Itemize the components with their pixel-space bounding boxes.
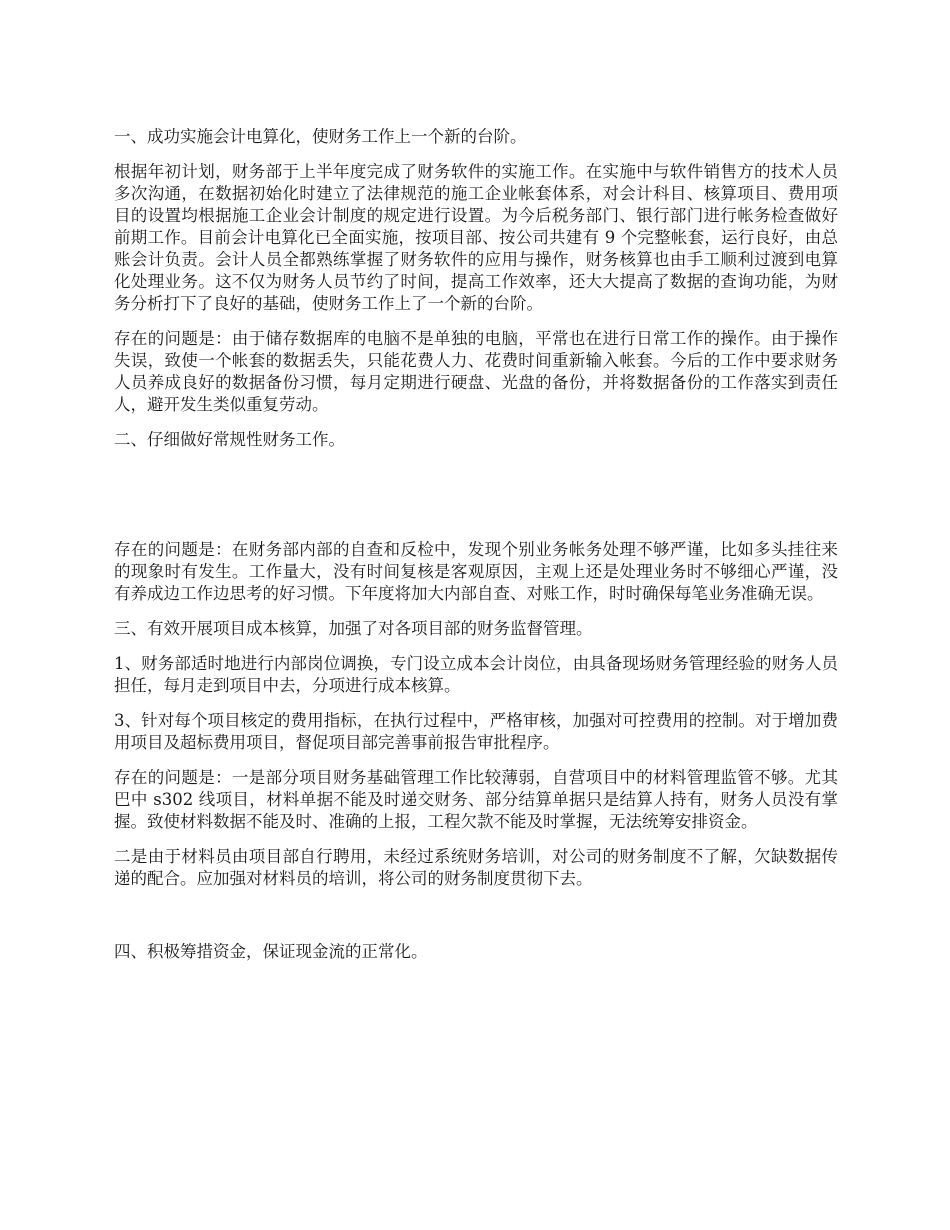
- document-body: [114, 126, 838, 976]
- section-3-paragraph-3: 存在的问题是：一是部分项目财务基础管理工作比较薄弱，自营项目中的材料管理监管不够。尤其巴中 s302 线项目，材料单据不能及时递交财务、部分结算单据只是结算人持有，财务人员没有掌握。致使材料数据不能及时、准确的上报，工程欠款不能及时掌握，无法统筹安排资金。: [114, 768, 838, 831]
- blank-space: [114, 464, 838, 539]
- blank-space: [114, 903, 838, 941]
- section-4-heading: 四、积极筹措资金，保证现金流的正常化。: [114, 942, 428, 961]
- section-3-heading: 三、有效开展项目成本核算，加强了对各项目部的财务监督管理。: [114, 619, 593, 638]
- section-1-heading: 一、成功实施会计电算化，使财务工作上一个新的台阶。: [114, 127, 527, 146]
- section-3-paragraph-2: 3、针对每个项目核定的费用指标，在执行过程中，严格审核，加强对可控费用的控制。对于增加费用项目及超标费用项目，督促项目部完善事前报告审批程序。: [114, 711, 838, 752]
- section-3-paragraph-1: 1、财务部适时地进行内部岗位调换，专门设立成本会计岗位，由具备现场财务管理经验的财务人员担任，每月走到项目中去，分项进行成本核算。: [114, 654, 838, 695]
- section-1-paragraph-2: 存在的问题是：由于储存数据库的电脑不是单独的电脑，平常也在进行日常工作的操作。由于操作失误，致使一个帐套的数据丢失，只能花费人力、花费时间重新输入帐套。今后的工作中要求财务人员养成良好的数据备份习惯，每月定期进行硬盘、光盘的备份，并将数据备份的工作落实到责任人，避开发生类似重复劳动。: [114, 329, 838, 414]
- section-2-heading: 二、仔细做好常规性财务工作。: [114, 430, 345, 449]
- section-2-paragraph-1: 存在的问题是：在财务部内部的自查和反检中，发现个别业务帐务处理不够严谨，比如多头挂往来的现象时有发生。工作量大，没有时间复核是客观原因，主观上还是处理业务时不够细心严谨，没有养成边工作边思考的好习惯。下年度将加大内部自查、对账工作，时时确保每笔业务准确无误。: [114, 540, 838, 603]
- section-1-paragraph-1: 根据年初计划，财务部于上半年度完成了财务软件的实施工作。在实施中与软件销售方的技术人员多次沟通，在数据初始化时建立了法律规范的施工企业帐套体系，对会计科目、核算项目、费用项目的设置均根据施工企业会计制度的规定进行设置。为今后税务部门、银行部门进行帐务检查做好前期工作。目前会计电算化已全面实施，按项目部、按公司共建有 9 个完整帐套，运行良好，由总账会计负责。会计人员全都熟练掌握了财务软件的应用与操作，财务核算也由手工顺利过渡到电算化处理业务。这不仅为财务人员节约了时间，提高工作效率，还大大提高了数据的查询功能，为财务分析打下了良好的基础，使财务工作上了一个新的台阶。: [114, 162, 838, 313]
- section-3-paragraph-4: 二是由于材料员由项目部自行聘用，未经过系统财务培训，对公司的财务制度不了解，欠缺数据传递的配合。应加强对材料员的培训，将公司的财务制度贯彻下去。: [114, 847, 838, 888]
